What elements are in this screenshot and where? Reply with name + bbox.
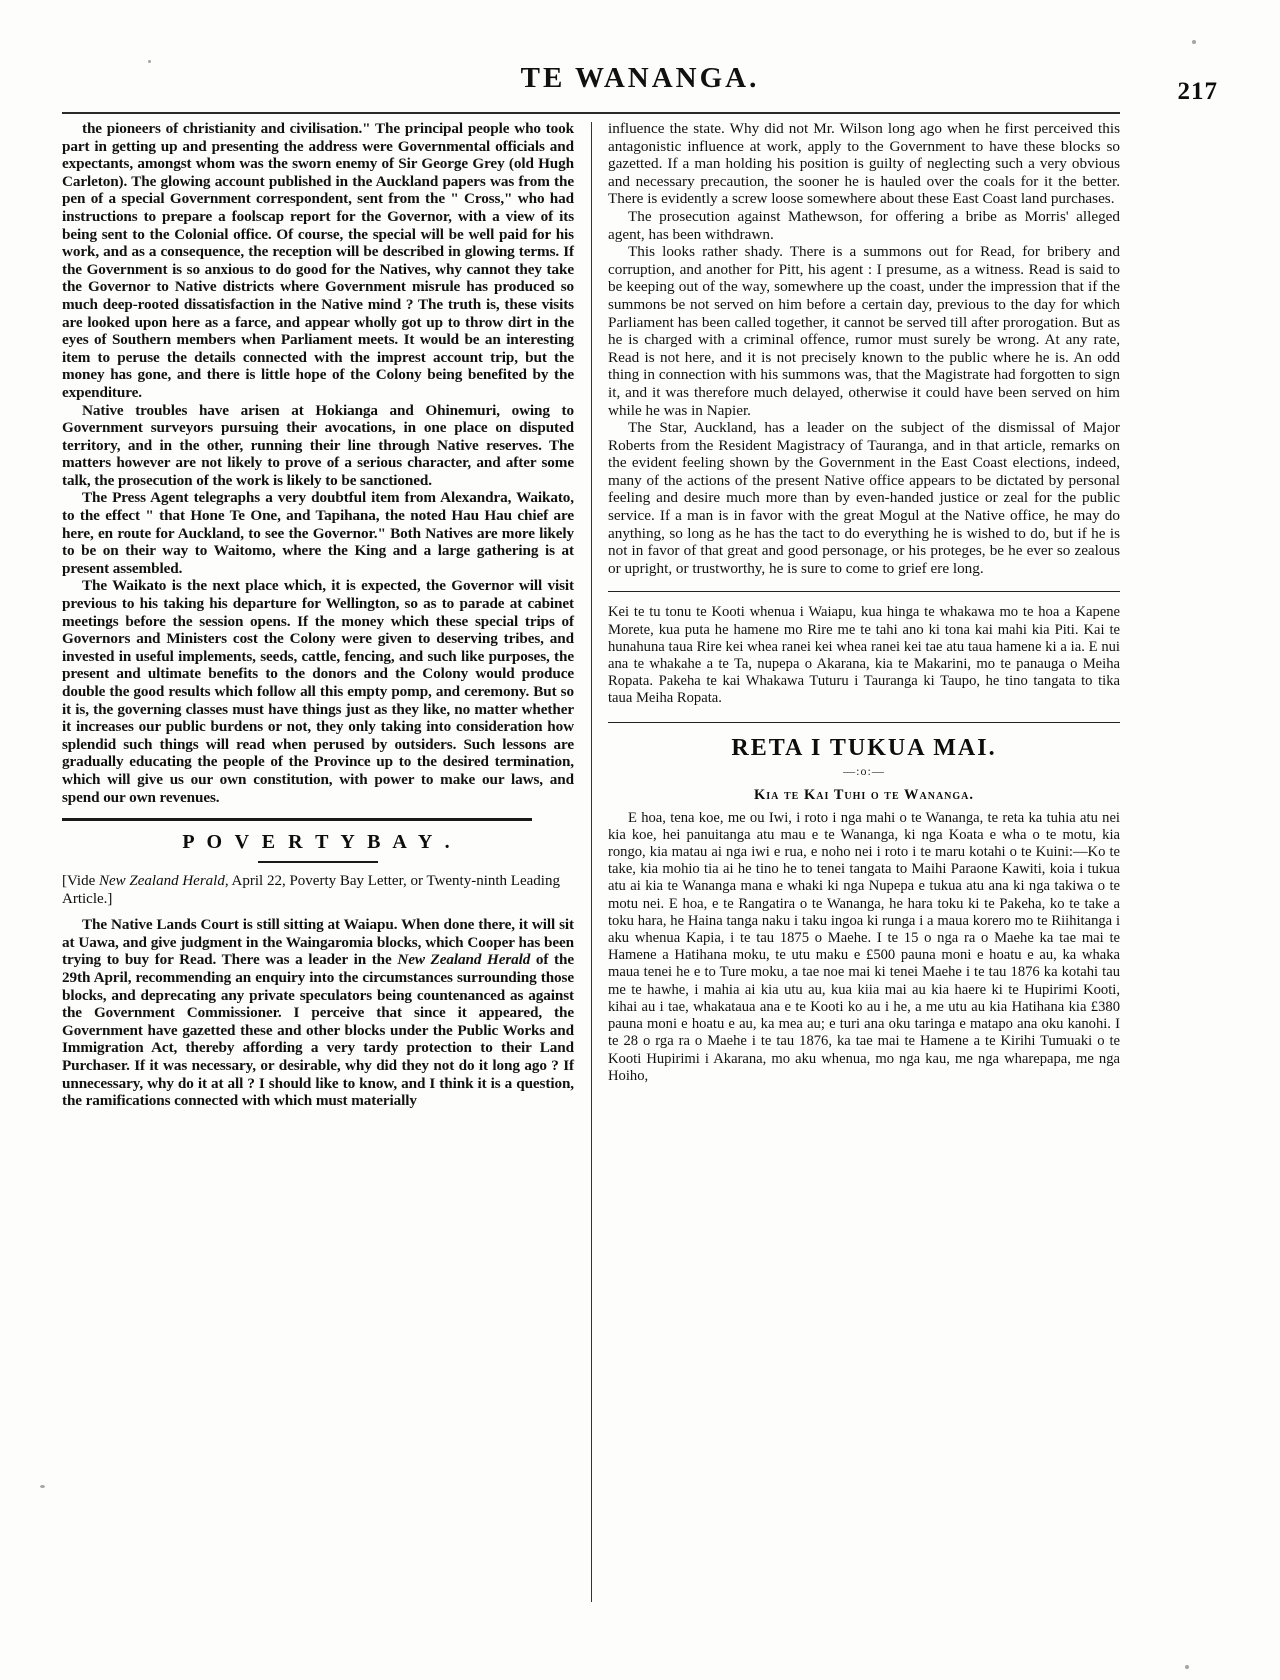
pb-source-title: New Zealand Herald: [397, 951, 531, 969]
section-heading-reta-i-tukua-mai: RETA I TUKUA MAI.: [731, 734, 997, 761]
maori-note-divider: [608, 591, 1120, 592]
content-columns: [62, 120, 1120, 1620]
letters-section-divider: [608, 722, 1120, 723]
article-paragraph: This looks rather shady. There is a summons out for Read, for bribery and corruption, and another for Pitt, his agent : I presume, as a witness. Read is said to be keeping out of the way, somewhere up the coast, under the impression that if the summons be not served on him before a certain day, previous to the day for which Parliament has been called together, it cannot be served till after prorogation. But as he is charged with a criminal offence, rumor must surely be wrong. At any rate, Read is not here, and it is not precisely known to the public where he is. An odd thing in connection with his summons was, that the Magistrate had forgotten to sign it, and it was therefore much delayed, otherwise it could have been served on him while he was in Napier.: [608, 243, 1120, 419]
article-paragraph: the pioneers of christianity and civilisation." The principal people who took part in getting up and presenting the address were Governmental officials and expectants, amongst whom was the sworn enemy of Sir George Grey (old Hugh Carleton). The glowing account published in the Auckland papers was from the pen of a special Government correspondent, sent from the " Cross," who had instructions to prepare a foolscap report for the Governor, with a view of its being sent to the Colonial office. Of course, the special will be well paid for his work, and as a consequence, the reception will be described in glowing terms. If the Government is so anxious to do good for the Natives, why cannot they take the Governor to Native districts where Government misrule has produced so much deep-rooted dissatisfaction in the Native mind ? The truth is, these visits are looked upon here as a farce, and appear wholly got up to throw dirt in the eyes of Southern members when Parliament meets. It would be an interesting item to peruse the details connected with the imprest account trip, but the money has gone, and there is little hope of the Colony being benefited by the expenditure.: [62, 120, 574, 401]
pb-pre: The Native Lands Court is still sitting at Waiapu. When done there, it will sit at Uawa, and give judgment in the Waingaromia blocks, which Cooper has been trying to buy for Read. There was a leader in the: [62, 916, 574, 969]
pb-post: of the 29th April, recommending an enquiry into the circumstances surrounding those blocks, and deprecating any private speculators being countenanced as against the Government Commissioner. I perceive that since it appeared, the Government have gazetted these and other blocks under the Public Works and Immigration Act, thereby affording a very tardy protection to their Land Purchaser. If it was necessary, or desirable, why did they not do it long ago ? If unnecessary, why do it at all ? I should like to know, and I think it is a question, the ramifications connected with which must materially: [62, 951, 574, 1110]
article-paragraph: The Press Agent telegraphs a very doubtful item from Alexandra, Waikato, to the effect " that Hone Te One, and Tapihana, the noted Hau Hau chief are here, en route for Auckland, to see the Governor." Both Natives are more likely to be on their way to Waitomo, where the King and a large gathering is at present assembled.: [62, 489, 574, 577]
section-heading-underline: [258, 861, 378, 863]
maori-note-block: [608, 604, 1120, 707]
poverty-bay-paragraph: [62, 916, 574, 1110]
left-column: [62, 120, 574, 1620]
section-divider-rule: [62, 818, 532, 821]
section-ornament: —:o:—: [843, 763, 885, 778]
article-paragraph: Native troubles have arisen at Hokianga and Ohinemuri, owing to Government surveyors pursuing their avocations, in one place on disputed territory, and in the other, running their line through Native reserves. The matters however are not likely to prove of a serious character, and after some talk, the prosecution of the work is likely to be sanctioned.: [62, 401, 574, 489]
page-number: 217: [1177, 78, 1218, 105]
article-paragraph: The Star, Auckland, has a leader on the subject of the dismissal of Major Roberts from the Resident Magistracy of Tauranga, and in that article, remarks on the evident feeling shown by the Government in the East Coast elections, indeed, many of the actions of the present Native office appears to be dictated by personal feeling and desire much more than by even-handed justice or zeal for the public service. If a man is in favor with the great Mogul at the Native office, he may do anything, so long as he has the tact to do everything he is wished to do, but if he is not in favor of that great and good personage, or his proteges, be he ever so zealous or upright, or trustworthy, he is sure to come to grief ere long.: [608, 419, 1120, 577]
scan-speck: [1192, 40, 1196, 44]
article-paragraph: The prosecution against Mathewson, for offering a bribe as Morris' alleged agent, has been withdrawn.: [608, 207, 1120, 243]
letter-addressee: Kia te Kai Tuhi o te Wananga.: [753, 786, 975, 803]
section-heading-poverty-bay: P O V E R T Y B A Y .: [182, 831, 454, 854]
article-paragraph: The Waikato is the next place which, it is expected, the Governor will visit previous to his taking his departure for Wellington, so as to parade at cabinet meetings before the session opens. If the money which these special trips of Governors and Ministers cost the Colony were given to deserving tribes, and invested in useful implements, seeds, cattle, fencing, and such like purposes, the present and ultimate benefits to the donors and the Colony would produce double the good results which follow all this empty pomp, and ceremony. But so it is, the governing classes must have things just as they like, no matter whether it increases our public burdens or not, they only taking into consideration how splendid such things will read when perused by outsiders. Such lessons are gradually educating the people of the Province up to the desired termination, which will give us our own constitution, with power to make our laws, and spend our own revenues.: [62, 577, 574, 806]
scan-speck: [1185, 1665, 1189, 1669]
masthead: [0, 62, 1280, 95]
column-divider: [591, 122, 592, 1602]
article-paragraph: influence the state. Why did not Mr. Wilson long ago when he first perceived this antagonistic influence at work, apply to the Government to have these blocks so gazetted. If a man holding his position is guilty of neglecting such a very obvious and necessary precaution, the sooner he is hauled over the coals for it the better. There is evidently a screw loose somewhere about these East Coast land purchases.: [608, 120, 1120, 208]
vide-post: , April 22, Poverty Bay Letter, or Twenty-ninth Leading Article.]: [62, 873, 560, 908]
letter-body-block: [608, 810, 1120, 1085]
vide-source-title: New Zealand Herald: [99, 873, 225, 890]
right-column: [608, 120, 1120, 1620]
maori-note-paragraph: Kei te tu tonu te Kooti whenua i Waiapu, kua hinga te whakawa mo te hoa a Kapene Morete, kua puta he hamene mo Rire me te tahi ano ki tona kai mahi kia Piti. Kai te hunahuna taua Rire kei whea ranei kei whea ranei kei tae atu taua hamene ki a ia. E nui ana te whakahe a te Ta, nupepa o Akarana, kia te Makarini, mo te panauga o Meiha Ropata. Pakeha te kai Whakawa Tuturu i Tauranga ki Taupo, he tino tangata to tika taua Meiha Ropata.: [608, 604, 1120, 707]
publication-title: TE WANANGA.: [520, 62, 760, 94]
letter-paragraph: E hoa, tena koe, me ou Iwi, i roto i nga mahi o te Wananga, te reta ka tuhia atu nei kia koe, hei panuitanga atu mau e te Wananga, ki nga Koata e wha o te motu, kia rongo, kia matau ai nga iwi e rua, e noho nei i roto i te maru kotahi o te Kuini:—Ko te take, kia mohio tia ai he tino he to tenei tangata to Maihi Paraone Kawiti, koia i tukua atu ai kia te Wananga mana e whaki ki nga Nupepa e tukua atu ana ki nga takiwa o te motu nei. E hoa, e te Rangatira o te Wananga, he hara toku ki te Pakeha, ko te take a toku hara, he Haina tanga naku i taku ingoa ki runga i a maua korero mo te Riihitanga i aku whenua Kapia, i te tau 1875 o Maehe. I te 15 o nga ra o Maehe ka tae mai te Hamene a Hatihana moku, te utu maku e £500 pauna moni e hoatu e au, ka whaka maua tenei he e to Ture moku, a tae noe mai ki tenei Maehe i te tau 1876 ka kotahi tau me te hawhe, i mahia ai kia utu au, kua kiia mai au kia haere ki te Hupirimi Kooti, kihai au i tae, whakataua ana e te Kooti ko au i he, a me utu au kia Hatihana kia £380 pauna moni e hoatu e au, ka mea au; e turi ana oku taringa e matapo ana oku kanohi. I te 28 o rga ra o Maehe i te tau 1876, ka tae mai te Hamene a te Kirihi Tumuaki o te Kooti Hupirimi i Akarana, mo aku whenua, mo nga kau, me nga wharepapa, me nga Hoiho,: [608, 809, 1120, 1084]
scan-speck: [40, 1485, 45, 1488]
vide-note: [62, 872, 574, 908]
header-rule: [62, 112, 1120, 114]
vide-pre: [Vide: [62, 873, 100, 890]
